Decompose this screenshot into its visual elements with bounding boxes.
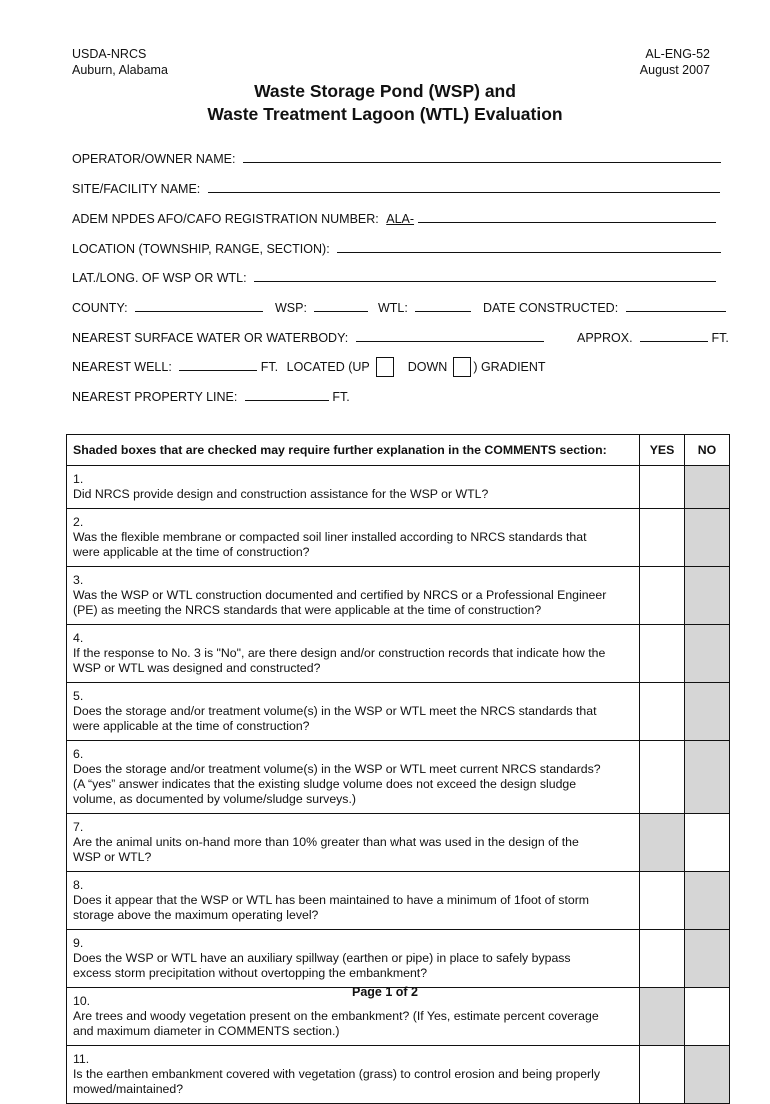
table-row [67,872,730,930]
nearest-well-row [72,357,546,377]
no-checkbox[interactable] [685,625,730,683]
question-cell [67,872,640,930]
wsp-field[interactable] [314,298,368,312]
gradient-label: ) GRADIENT [473,360,546,374]
evaluation-table [66,434,730,1104]
no-checkbox[interactable] [685,567,730,625]
wtl-label: WTL: [378,301,408,315]
table-header-row [67,435,730,466]
question-text: Does the storage and/or treatment volume(s) in the WSP or WTL meet current NRCS standards? (A “yes” answer indicates that the existing sludge volume does not exceed the design sludge volume, as documented by volume/sludge surveys.) [73,762,601,806]
question-number: 3. [73,573,84,587]
no-checkbox[interactable] [685,741,730,814]
adem-row [72,209,716,227]
nearest-well-unit: FT. [260,360,279,374]
question-text: If the response to No. 3 is "No", are there design and/or construction records that indicate how the WSP or WTL was designed and constructed? [73,646,606,675]
page-number: Page 1 of 2 [352,985,418,999]
nearest-water-field[interactable] [356,328,544,342]
wtl-group [378,298,471,316]
form-id: AL-ENG-52 [645,47,710,61]
property-line-label: NEAREST PROPERTY LINE: [72,390,238,404]
site-row [72,179,720,197]
county-label: COUNTY: [72,301,128,315]
approx-field[interactable] [640,328,708,342]
latlong-label: LAT./LONG. OF WSP OR WTL: [72,271,247,285]
question-number: 4. [73,631,84,645]
no-checkbox[interactable] [685,466,730,509]
nearest-well-field[interactable] [179,357,257,371]
question-cell [67,741,640,814]
question-number: 5. [73,689,84,703]
location-row [72,239,721,257]
operator-field[interactable] [243,149,721,163]
question-number: 6. [73,747,84,761]
question-number: 7. [73,820,84,834]
date-constructed-group [483,298,726,316]
question-number: 2. [73,515,84,529]
yes-checkbox[interactable] [640,872,685,930]
form-date: August 2007 [639,63,710,77]
question-number: 8. [73,878,84,892]
question-text: Are trees and woody vegetation present on the embankment? (If Yes, estimate percent coverage and maximum diameter in COMMENTS section.) [73,1009,599,1038]
table-header-yes: YES [640,435,685,466]
yes-checkbox[interactable] [640,509,685,567]
table-row [67,567,730,625]
wsp-label: WSP: [275,301,307,315]
table-row [67,509,730,567]
county-row [72,298,263,316]
header-left [72,46,168,78]
title-line-1: Waste Storage Pond (WSP) and [254,81,516,101]
no-checkbox[interactable] [685,930,730,988]
county-field[interactable] [135,298,263,312]
yes-checkbox[interactable] [640,625,685,683]
table-header-instructions: Shaded boxes that are checked may require further explanation in the COMMENTS section: [67,435,640,466]
question-number: 1. [73,472,84,486]
no-checkbox[interactable] [685,872,730,930]
site-label: SITE/FACILITY NAME: [72,182,201,196]
table-row [67,683,730,741]
latlong-field[interactable] [254,268,716,282]
question-text: Is the earthen embankment covered with vegetation (grass) to control erosion and being properly mowed/maintained? [73,1067,601,1096]
question-number: 10. [73,994,91,1008]
page-title [0,80,770,126]
adem-prefix: ALA- [386,212,415,226]
up-gradient-checkbox[interactable] [376,357,394,377]
nearest-well-label: NEAREST WELL: [72,360,172,374]
located-up-label: LOCATED (UP [286,360,370,374]
question-number: 9. [73,936,84,950]
down-label: DOWN [407,360,448,374]
table-row [67,741,730,814]
question-text: Does the storage and/or treatment volume(s) in the WSP or WTL meet the NRCS standards that were applicable at the time of construction? [73,704,597,733]
question-text: Was the flexible membrane or compacted soil liner installed according to NRCS standards that were applicable at the time of construction? [73,530,587,559]
site-field[interactable] [208,179,720,193]
question-cell [67,466,640,509]
question-cell [67,930,640,988]
yes-checkbox[interactable] [640,466,685,509]
question-cell [67,814,640,872]
question-cell [67,567,640,625]
agency-name: USDA-NRCS [72,47,147,61]
location-field[interactable] [337,239,721,253]
approx-label: APPROX. [577,331,633,345]
table-row [67,814,730,872]
yes-checkbox[interactable] [640,567,685,625]
nearest-water-row [72,328,544,346]
question-cell [67,683,640,741]
agency-location: Auburn, Alabama [72,63,168,77]
table-header-no: NO [685,435,730,466]
question-cell [67,1046,640,1104]
no-checkbox[interactable] [685,814,730,872]
question-cell [67,625,640,683]
operator-label: OPERATOR/OWNER NAME: [72,152,236,166]
questions-body [67,466,730,1104]
date-constructed-label: DATE CONSTRUCTED: [483,301,619,315]
table-row [67,625,730,683]
title-line-2: Waste Treatment Lagoon (WTL) Evaluation [207,104,563,124]
nearest-water-label: NEAREST SURFACE WATER OR WATERBODY: [72,331,349,345]
question-text: Did NRCS provide design and construction assistance for the WSP or WTL? [73,487,489,501]
adem-field[interactable] [418,209,716,223]
question-text: Are the animal units on-hand more than 10% greater than what was used in the design of the WSP or WTL? [73,835,579,864]
wtl-field[interactable] [415,298,471,312]
no-checkbox[interactable] [685,509,730,567]
adem-label: ADEM NPDES AFO/CAFO REGISTRATION NUMBER: [72,212,379,226]
date-constructed-field[interactable] [626,298,726,312]
table-row [67,1046,730,1104]
property-line-unit: FT. [332,390,350,404]
latlong-row [72,268,716,286]
yes-checkbox[interactable] [640,683,685,741]
question-text: Does the WSP or WTL have an auxiliary spillway (earthen or pipe) in place to safely bypass excess storm precipitation without overtopping the embankment? [73,951,571,980]
down-gradient-checkbox[interactable] [453,357,471,377]
no-checkbox[interactable] [685,1046,730,1104]
yes-checkbox[interactable] [640,741,685,814]
header-right [640,46,710,78]
property-line-field[interactable] [245,387,329,401]
yes-checkbox[interactable] [640,814,685,872]
approx-group [577,328,729,346]
yes-checkbox[interactable] [640,1046,685,1104]
wsp-group [275,298,368,316]
table-row [67,466,730,509]
yes-checkbox[interactable] [640,930,685,988]
question-text: Was the WSP or WTL construction documented and certified by NRCS or a Professional Engineer (PE) as meeting the NRCS standards that were applicable at the time of construction? [73,588,607,617]
table-row [67,930,730,988]
question-cell [67,509,640,567]
question-text: Does it appear that the WSP or WTL has been maintained to have a minimum of 1foot of storm storage above the maximum operating level? [73,893,590,922]
no-checkbox[interactable] [685,683,730,741]
property-line-row [72,387,350,405]
location-label: LOCATION (TOWNSHIP, RANGE, SECTION): [72,242,330,256]
question-number: 11. [73,1052,90,1066]
approx-unit: FT. [711,331,729,345]
operator-row [72,149,721,167]
